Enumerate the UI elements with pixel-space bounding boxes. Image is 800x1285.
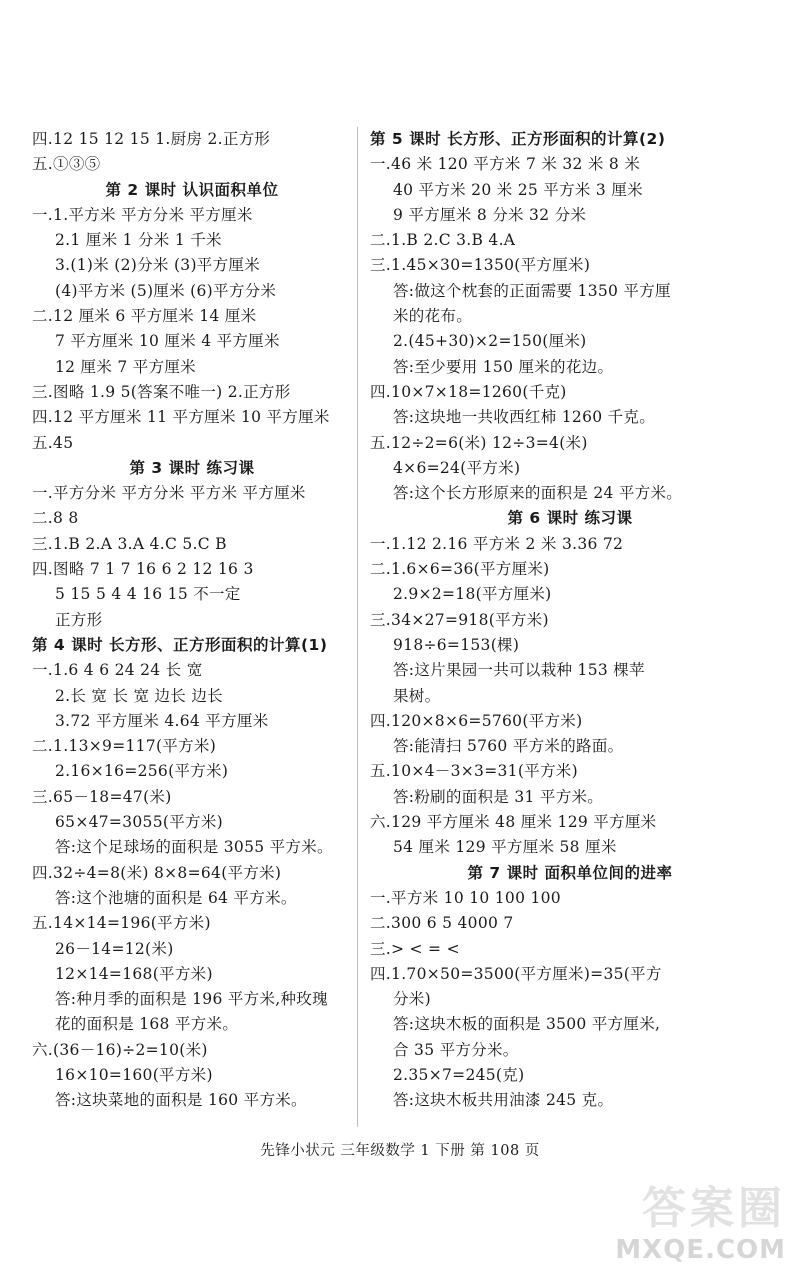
answer-line: 2.1 厘米 1 分米 1 千米	[55, 231, 222, 250]
answer-line: 米的花布。	[393, 307, 473, 326]
answer-line: 四.12 15 12 15 1.厨房 2.正方形	[32, 130, 271, 148]
answer-line: 答:这片果园一共可以栽种 153 棵苹	[393, 661, 645, 680]
answer-line: 二.12 厘米 6 平方厘米 14 厘米	[32, 307, 257, 326]
answer-line: 三.34×27=918(平方米)	[370, 610, 549, 629]
answer-line: 答:至少要用 150 厘米的花边。	[393, 357, 614, 376]
answer-line: 2.9×2=18(平方厘米)	[393, 585, 552, 604]
column-divider	[357, 127, 358, 1127]
answer-line: 答:这块木板共用油漆 245 克。	[393, 1091, 614, 1110]
answer-line: (4)平方米 (5)厘米 (6)平方分米	[55, 281, 277, 300]
answer-line: 65×47=3055(平方米)	[55, 813, 223, 832]
answer-line: 一.平方分米 平方分米 平方米 平方厘米	[32, 484, 306, 503]
answer-line: 2.(45+30)×2=150(厘米)	[393, 332, 587, 351]
answer-line: 答:做这个枕套的正面需要 1350 平方厘	[393, 281, 671, 300]
answer-line: 3.72 平方厘米 4.64 平方厘米	[55, 711, 269, 730]
answer-line: 四.图略 7 1 7 16 6 2 12 16 3	[32, 560, 254, 579]
answer-line: 三.1.45×30=1350(平方厘米)	[370, 256, 591, 275]
answer-line: 花的面积是 168 平方米。	[55, 1015, 239, 1034]
answer-line: 合 35 平方分米。	[393, 1040, 519, 1059]
answer-line: 三.> < = <	[370, 939, 460, 958]
answer-line: 二.1.6×6=36(平方厘米)	[370, 560, 550, 579]
answer-line: 3.(1)米 (2)分米 (3)平方厘米	[55, 256, 261, 275]
lesson-heading: 第 5 课时 长方形、正方形面积的计算(2)	[370, 130, 666, 148]
answer-line: 一.1.6 4 6 24 24 长 宽	[32, 661, 203, 680]
answer-line: 16×10=160(平方米)	[55, 1065, 213, 1084]
answer-line: 54 厘米 129 平方厘米 58 厘米	[393, 838, 617, 857]
lesson-heading: 第 4 课时 长方形、正方形面积的计算(1)	[32, 635, 328, 654]
answer-line: 答:这个长方形原来的面积是 24 平方米。	[393, 484, 683, 503]
answer-line: 四.32÷4=8(米) 8×8=64(平方米)	[32, 863, 282, 882]
answer-line: 五.10×4－3×3=31(平方米)	[370, 762, 578, 781]
answer-line: 五.14×14=196(平方米)	[32, 914, 211, 933]
answer-line: 答:这块菜地的面积是 160 平方米。	[55, 1091, 307, 1110]
answer-line: 12×14=168(平方米)	[55, 964, 213, 983]
answer-line: 四.10×7×18=1260(千克)	[370, 382, 567, 401]
answer-line: 三.1.B 2.A 3.A 4.C 5.C B	[32, 534, 227, 553]
answer-line: 果树。	[393, 686, 441, 705]
answer-line: 答:这个足球场的面积是 3055 平方米。	[55, 838, 333, 857]
answer-line: 一.46 米 120 平方米 7 米 32 米 8 米	[370, 155, 641, 174]
right-column	[370, 127, 770, 1114]
answer-line: 12 厘米 7 平方厘米	[55, 357, 196, 376]
answer-line: 四.120×8×6=5760(平方米)	[370, 711, 583, 730]
answer-line: 答:这个池塘的面积是 64 平方米。	[55, 888, 297, 907]
answer-line: 2.16×16=256(平方米)	[55, 762, 229, 781]
answer-line: 二.300 6 5 4000 7	[370, 914, 514, 933]
answer-line: 一.平方米 10 10 100 100	[370, 888, 561, 907]
answer-line: 40 平方米 20 米 25 平方米 3 厘米	[393, 180, 643, 199]
watermark-url: MXQE.COM	[615, 1235, 786, 1265]
answer-line: 二.8 8	[32, 509, 79, 528]
answer-line: 一.1.12 2.16 平方米 2 米 3.36 72	[370, 534, 624, 553]
lesson-heading: 第 7 课时 面积单位间的进率	[467, 863, 673, 882]
answer-line: 五.12÷2=6(米) 12÷3=4(米)	[370, 433, 588, 452]
answer-line: 答:这块木板的面积是 3500 平方厘米,	[393, 1015, 661, 1034]
answer-line: 7 平方厘米 10 厘米 4 平方厘米	[55, 332, 280, 351]
left-column	[32, 127, 352, 1114]
answer-line: 二.1.B 2.C 3.B 4.A	[370, 231, 516, 250]
watermark-text: 答案圈	[642, 1183, 786, 1234]
answer-line: 9 平方厘米 8 分米 32 分米	[393, 205, 587, 224]
lesson-heading: 第 6 课时 练习课	[507, 509, 633, 528]
answer-line: 一.1.平方米 平方分米 平方厘米	[32, 205, 253, 224]
answer-line: 六.(36－16)÷2=10(米)	[32, 1040, 208, 1059]
lesson-heading: 第 2 课时 认识面积单位	[105, 180, 279, 199]
answer-line: 正方形	[55, 610, 103, 629]
answer-line: 26－14=12(米)	[55, 939, 174, 958]
answer-line: 2.长 宽 长 宽 边长 边长	[55, 686, 223, 705]
lesson-heading: 第 3 课时 练习课	[129, 458, 255, 477]
answer-line: 4×6=24(平方米)	[393, 458, 521, 477]
answer-line: 答:这块地一共收西红柿 1260 千克。	[393, 408, 656, 427]
watermark-logo	[586, 1183, 786, 1273]
answer-line: 答:能清扫 5760 平方米的路面。	[393, 737, 624, 756]
answer-line: 分米)	[393, 990, 431, 1009]
answer-line: 六.129 平方厘米 48 厘米 129 平方厘米	[370, 813, 657, 832]
answer-line: 三.图略 1.9 5(答案不唯一) 2.正方形	[32, 382, 291, 401]
answer-line: 答:粉刷的面积是 31 平方米。	[393, 787, 604, 806]
answer-line: 四.1.70×50=3500(平方厘米)=35(平方	[370, 964, 662, 983]
answer-line: 五.①③⑤	[32, 155, 101, 174]
page-footer: 先锋小状元 三年级数学 1 下册 第 108 页	[260, 1143, 540, 1159]
answer-line: 四.12 平方厘米 11 平方厘米 10 平方厘米	[32, 408, 330, 427]
answer-line: 三.65－18=47(米)	[32, 787, 172, 806]
answer-line: 5 15 5 4 4 16 15 不一定	[55, 585, 241, 604]
answer-line: 答:种月季的面积是 196 平方米,种玫瑰	[55, 990, 328, 1009]
answer-line: 918÷6=153(棵)	[393, 635, 520, 654]
answer-line: 五.45	[32, 433, 74, 452]
answer-line: 2.35×7=245(克)	[393, 1065, 525, 1084]
answer-line: 二.1.13×9=117(平方米)	[32, 737, 217, 756]
